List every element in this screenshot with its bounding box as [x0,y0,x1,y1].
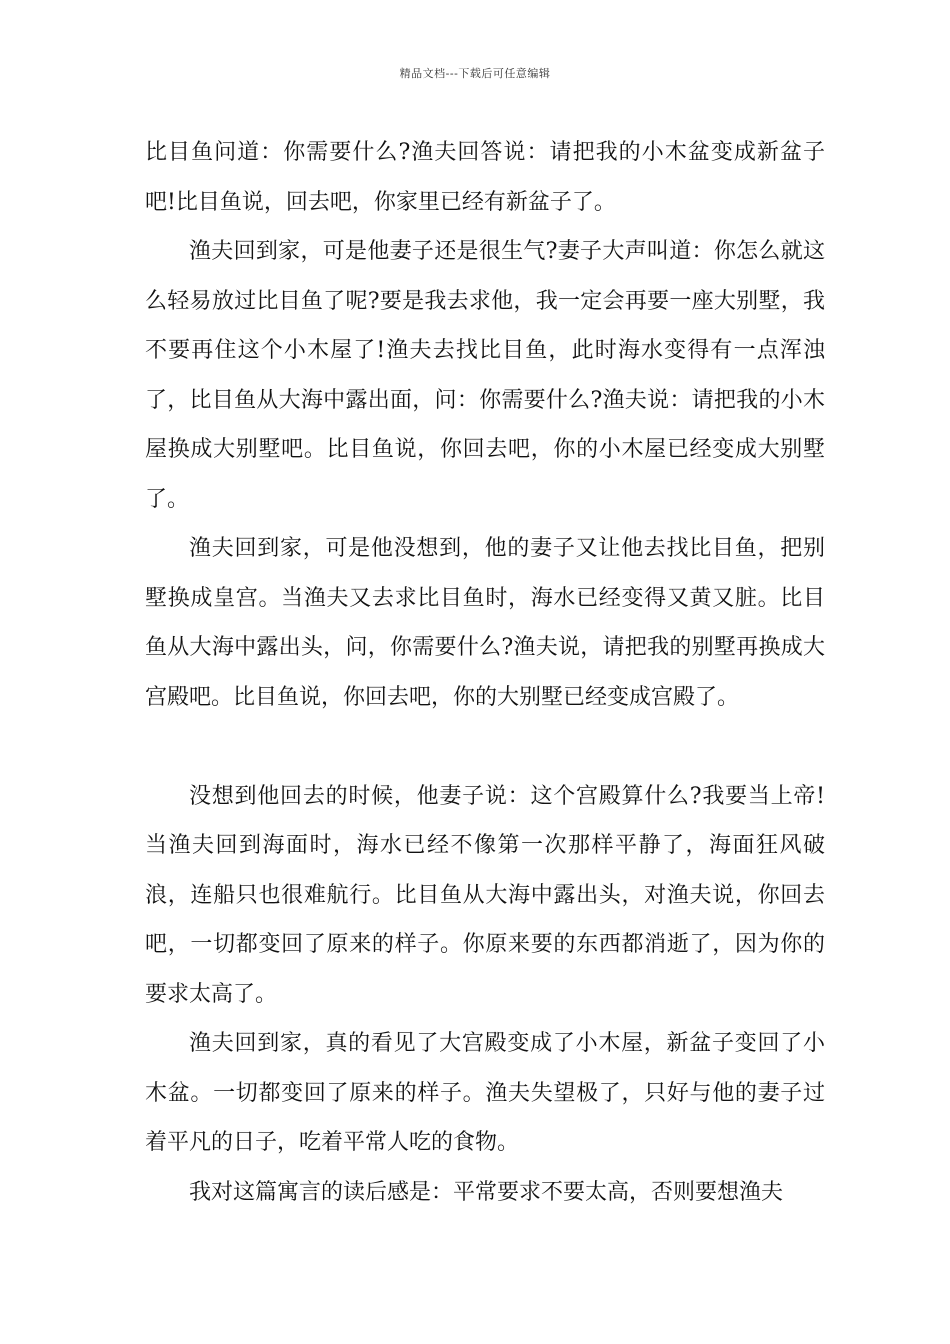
document-body [145,128,825,1217]
paragraph-3: 渔夫回到家，可是他没想到，他的妻子又让他去找比目鱼，把别墅换成皇宫。当渔夫又去求比目鱼时，海水已经变得又黄又脏。比目鱼从大海中露出头，问，你需要什么?渔夫说，请把我的别墅再换成大宫殿吧。比目鱼说，你回去吧，你的大别墅已经变成宫殿了。 [145,536,825,710]
paragraph-gap [145,722,825,772]
paragraph-6: 我对这篇寓言的读后感是：平常要求不要太高，否则要想渔夫 [189,1179,784,1205]
paragraph-5: 渔夫回到家，真的看见了大宫殿变成了小木屋，新盆子变回了小木盆。一切都变回了原来的样子。渔夫失望极了，只好与他的妻子过着平凡的日子，吃着平常人吃的食物。 [145,1031,825,1155]
paragraph-4: 没想到他回去的时候，他妻子说：这个宫殿算什么?我要当上帝!当渔夫回到海面时，海水已经不像第一次那样平静了，海面狂风破浪，连船只也很难航行。比目鱼从大海中露出头，对渔夫说，你回去吧，一切都变回了原来的样子。你原来要的东西都消逝了，因为你的要求太高了。 [145,783,825,1007]
paragraph-2: 渔夫回到家，可是他妻子还是很生气?妻子大声叫道：你怎么就这么轻易放过比目鱼了呢?要是我去求他，我一定会再要一座大别墅，我不要再住这个小木屋了!渔夫去找比目鱼，此时海水变得有一点浑浊了，比目鱼从大海中露出面，问：你需要什么?渔夫说：请把我的小木屋换成大别墅吧。比目鱼说，你回去吧，你的小木屋已经变成大别墅了。 [145,239,825,512]
paragraph-1: 比目鱼问道：你需要什么?渔夫回答说：请把我的小木盆变成新盆子吧!比目鱼说，回去吧，你家里已经有新盆子了。 [145,140,825,215]
page-header: 精品文档---下载后可任意编辑 [399,67,551,80]
